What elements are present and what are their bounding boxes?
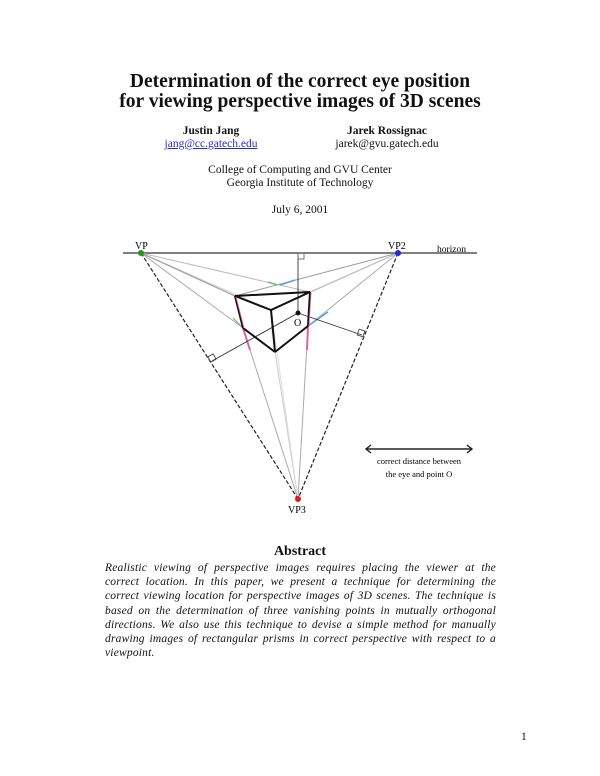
vp3-label: VP3	[288, 505, 306, 516]
orthocenter-triangle	[141, 253, 398, 499]
distance-caption-line-2: the eye and point O	[385, 469, 453, 479]
vp2-label: VP2	[388, 241, 406, 252]
abstract-body: Realistic viewing of perspective images requires placing the viewer at the correct location. In this paper, we present a technique for determining the correct viewing location for perspective images of 3D scenes. The technique is based on the determination of three vanishing points in mutually orthogonal directions. We also use this technique to devise a simple method for manually drawing images of rectangular prisms in correct perspective with respect to a viewpoint.	[105, 562, 496, 660]
author-email: jarek@gvu.gatech.edu	[335, 138, 439, 150]
title-line-1: Determination of the correct eye position	[129, 71, 471, 92]
distance-caption-line-1: correct distance between	[376, 456, 462, 466]
blue-extension	[308, 312, 328, 326]
blue-extension	[280, 280, 295, 285]
page-number: 1	[521, 731, 527, 743]
pink-extension	[307, 326, 308, 350]
date: July 6, 2001	[271, 204, 329, 216]
vp1-label: VP	[135, 241, 148, 252]
author-name: Jarek Rossignac	[347, 125, 427, 137]
affiliation-line-2: Georgia Institute of Technology	[226, 177, 374, 189]
altitude-lines	[208, 253, 365, 362]
vp3-point	[295, 496, 301, 502]
center-point-o	[296, 311, 301, 316]
distance-arrow	[366, 445, 472, 453]
green-extension	[268, 282, 277, 285]
author-name: Justin Jang	[182, 125, 240, 137]
horizon-label: horizon	[437, 245, 467, 255]
vp1-construction-lines	[141, 253, 310, 328]
vp2-construction-lines	[235, 253, 398, 326]
author-email-link[interactable]: jang@cc.gatech.edu	[164, 138, 258, 150]
affiliation-line-1: College of Computing and GVU Center	[208, 164, 392, 176]
title-line-2: for viewing perspective images of 3D scenes	[119, 91, 481, 112]
abstract-heading: Abstract	[273, 544, 327, 559]
center-label: O	[294, 318, 302, 329]
